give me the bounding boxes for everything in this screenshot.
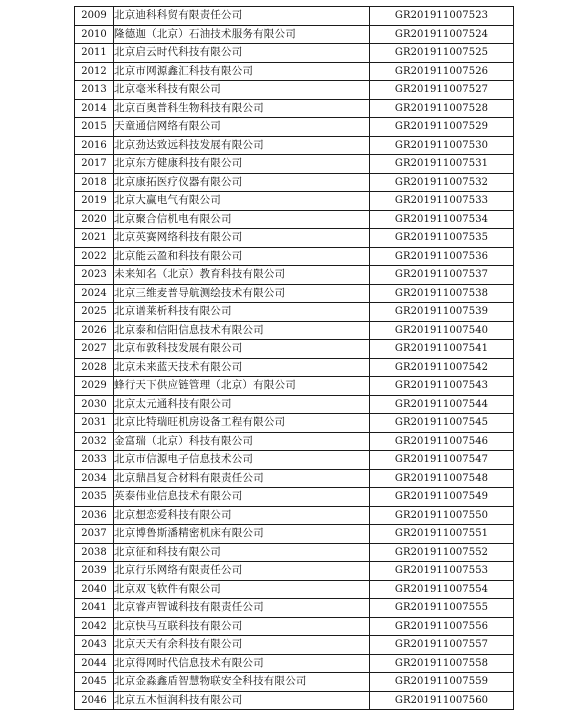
company-name: 北京金淼鑫盾智慧物联安全科技有限公司 xyxy=(114,673,370,692)
certificate-number: GR201911007534 xyxy=(370,210,514,229)
certificate-number: GR201911007559 xyxy=(370,673,514,692)
row-number: 2019 xyxy=(75,192,114,211)
row-number: 2040 xyxy=(75,580,114,599)
row-number: 2035 xyxy=(75,488,114,507)
certificate-number: GR201911007529 xyxy=(370,118,514,137)
table-row xyxy=(75,25,514,44)
company-name: 北京布敦科技发展有限公司 xyxy=(114,340,370,359)
company-name: 北京能云盈和科技有限公司 xyxy=(114,247,370,266)
row-number: 2028 xyxy=(75,358,114,377)
table-row xyxy=(75,562,514,581)
table-row xyxy=(75,192,514,211)
company-name: 北京毫米科技有限公司 xyxy=(114,81,370,100)
table-row xyxy=(75,580,514,599)
table-row xyxy=(75,81,514,100)
certificate-number: GR201911007550 xyxy=(370,506,514,525)
certificate-number: GR201911007551 xyxy=(370,525,514,544)
certificate-number: GR201911007536 xyxy=(370,247,514,266)
company-name: 英泰伟业信息技术有限公司 xyxy=(114,488,370,507)
table-row xyxy=(75,118,514,137)
row-number: 2020 xyxy=(75,210,114,229)
row-number: 2044 xyxy=(75,654,114,673)
certificate-number: GR201911007524 xyxy=(370,25,514,44)
certificate-number: GR201911007545 xyxy=(370,414,514,433)
company-name: 北京百奥普科生物科技有限公司 xyxy=(114,99,370,118)
company-name: 北京五木恒润科技有限公司 xyxy=(114,691,370,710)
company-name: 北京想恋爱科技有限公司 xyxy=(114,506,370,525)
row-number: 2031 xyxy=(75,414,114,433)
row-number: 2017 xyxy=(75,155,114,174)
certificate-number: GR201911007555 xyxy=(370,599,514,618)
table-row xyxy=(75,358,514,377)
row-number: 2013 xyxy=(75,81,114,100)
company-name: 金富瑞（北京）科技有限公司 xyxy=(114,432,370,451)
certificate-number: GR201911007526 xyxy=(370,62,514,81)
row-number: 2012 xyxy=(75,62,114,81)
certificate-number: GR201911007537 xyxy=(370,266,514,285)
certificate-number: GR201911007532 xyxy=(370,173,514,192)
row-number: 2043 xyxy=(75,636,114,655)
row-number: 2022 xyxy=(75,247,114,266)
company-name: 天童通信网络有限公司 xyxy=(114,118,370,137)
company-name: 北京启云时代科技有限公司 xyxy=(114,44,370,63)
company-name: 北京得网时代信息技术有限公司 xyxy=(114,654,370,673)
company-name: 北京市信源电子信息技术公司 xyxy=(114,451,370,470)
certificate-number: GR201911007523 xyxy=(370,7,514,26)
certificate-number: GR201911007554 xyxy=(370,580,514,599)
company-name: 北京大赢电气有限公司 xyxy=(114,192,370,211)
table-row xyxy=(75,636,514,655)
company-name: 隆德迦（北京）石油技术服务有限公司 xyxy=(114,25,370,44)
table-row xyxy=(75,506,514,525)
row-number: 2045 xyxy=(75,673,114,692)
table-row xyxy=(75,414,514,433)
table-row xyxy=(75,62,514,81)
company-name: 北京博鲁斯潘精密机床有限公司 xyxy=(114,525,370,544)
row-number: 2036 xyxy=(75,506,114,525)
table-row xyxy=(75,303,514,322)
company-name: 北京泰和信阳信息技术有限公司 xyxy=(114,321,370,340)
table-row xyxy=(75,543,514,562)
table-row xyxy=(75,451,514,470)
certificate-number: GR201911007527 xyxy=(370,81,514,100)
row-number: 2030 xyxy=(75,395,114,414)
company-name: 北京行乐网络有限责任公司 xyxy=(114,562,370,581)
table-row xyxy=(75,488,514,507)
table-row xyxy=(75,7,514,26)
table-row xyxy=(75,673,514,692)
certificate-number: GR201911007547 xyxy=(370,451,514,470)
row-number: 2018 xyxy=(75,173,114,192)
row-number: 2016 xyxy=(75,136,114,155)
company-name: 北京谱莱析科技有限公司 xyxy=(114,303,370,322)
table-row xyxy=(75,136,514,155)
row-number: 2021 xyxy=(75,229,114,248)
company-name: 北京康拓医疗仪器有限公司 xyxy=(114,173,370,192)
table-row xyxy=(75,99,514,118)
company-name: 北京征和科技有限公司 xyxy=(114,543,370,562)
table-row xyxy=(75,395,514,414)
certificate-number: GR201911007557 xyxy=(370,636,514,655)
company-name: 北京迪科科贸有限责任公司 xyxy=(114,7,370,26)
certificate-number: GR201911007558 xyxy=(370,654,514,673)
certificate-number: GR201911007541 xyxy=(370,340,514,359)
table-row xyxy=(75,599,514,618)
table-row xyxy=(75,654,514,673)
row-number: 2037 xyxy=(75,525,114,544)
certificate-number: GR201911007539 xyxy=(370,303,514,322)
company-name: 北京英赛网络科技有限公司 xyxy=(114,229,370,248)
certificate-number: GR201911007542 xyxy=(370,358,514,377)
table-row xyxy=(75,469,514,488)
row-number: 2010 xyxy=(75,25,114,44)
row-number: 2015 xyxy=(75,118,114,137)
table-row xyxy=(75,284,514,303)
certificate-number: GR201911007525 xyxy=(370,44,514,63)
row-number: 2046 xyxy=(75,691,114,710)
certificate-number: GR201911007543 xyxy=(370,377,514,396)
registry-table-body xyxy=(75,7,514,710)
company-name: 北京太元通科技有限公司 xyxy=(114,395,370,414)
company-name: 北京市网源鑫汇科技有限公司 xyxy=(114,62,370,81)
table-row xyxy=(75,266,514,285)
company-name: 北京睿声智诚科技有限责任公司 xyxy=(114,599,370,618)
row-number: 2027 xyxy=(75,340,114,359)
table-row xyxy=(75,525,514,544)
certificate-number: GR201911007552 xyxy=(370,543,514,562)
company-registry-table xyxy=(74,6,514,710)
company-name: 北京快马互联科技有限公司 xyxy=(114,617,370,636)
row-number: 2041 xyxy=(75,599,114,618)
company-name: 北京鼎昌复合材料有限责任公司 xyxy=(114,469,370,488)
table-row xyxy=(75,247,514,266)
row-number: 2023 xyxy=(75,266,114,285)
company-name: 北京聚合信机电有限公司 xyxy=(114,210,370,229)
certificate-number: GR201911007556 xyxy=(370,617,514,636)
certificate-number: GR201911007530 xyxy=(370,136,514,155)
certificate-number: GR201911007538 xyxy=(370,284,514,303)
certificate-number: GR201911007548 xyxy=(370,469,514,488)
table-row xyxy=(75,155,514,174)
row-number: 2009 xyxy=(75,7,114,26)
table-row xyxy=(75,377,514,396)
table-row xyxy=(75,340,514,359)
row-number: 2029 xyxy=(75,377,114,396)
row-number: 2038 xyxy=(75,543,114,562)
certificate-number: GR201911007533 xyxy=(370,192,514,211)
row-number: 2039 xyxy=(75,562,114,581)
table-row xyxy=(75,44,514,63)
company-name: 北京双飞软件有限公司 xyxy=(114,580,370,599)
company-name: 北京比特瑞旺机房设备工程有限公司 xyxy=(114,414,370,433)
certificate-number: GR201911007531 xyxy=(370,155,514,174)
row-number: 2032 xyxy=(75,432,114,451)
certificate-number: GR201911007549 xyxy=(370,488,514,507)
table-row xyxy=(75,229,514,248)
row-number: 2024 xyxy=(75,284,114,303)
row-number: 2026 xyxy=(75,321,114,340)
company-name: 北京劲达致远科技发展有限公司 xyxy=(114,136,370,155)
row-number: 2011 xyxy=(75,44,114,63)
row-number: 2033 xyxy=(75,451,114,470)
company-name: 蜂行天下供应链管理（北京）有限公司 xyxy=(114,377,370,396)
table-row xyxy=(75,617,514,636)
company-name: 未来知名（北京）教育科技有限公司 xyxy=(114,266,370,285)
company-name: 北京天天有余科技有限公司 xyxy=(114,636,370,655)
table-row xyxy=(75,321,514,340)
certificate-number: GR201911007546 xyxy=(370,432,514,451)
certificate-number: GR201911007528 xyxy=(370,99,514,118)
table-row xyxy=(75,432,514,451)
row-number: 2025 xyxy=(75,303,114,322)
table-row xyxy=(75,173,514,192)
table-row xyxy=(75,691,514,710)
certificate-number: GR201911007535 xyxy=(370,229,514,248)
company-name: 北京东方健康科技有限公司 xyxy=(114,155,370,174)
row-number: 2014 xyxy=(75,99,114,118)
row-number: 2034 xyxy=(75,469,114,488)
company-name: 北京三维麦普导航测绘技术有限公司 xyxy=(114,284,370,303)
row-number: 2042 xyxy=(75,617,114,636)
certificate-number: GR201911007544 xyxy=(370,395,514,414)
certificate-number: GR201911007560 xyxy=(370,691,514,710)
table-row xyxy=(75,210,514,229)
certificate-number: GR201911007540 xyxy=(370,321,514,340)
company-name: 北京未来蓝天技术有限公司 xyxy=(114,358,370,377)
certificate-number: GR201911007553 xyxy=(370,562,514,581)
